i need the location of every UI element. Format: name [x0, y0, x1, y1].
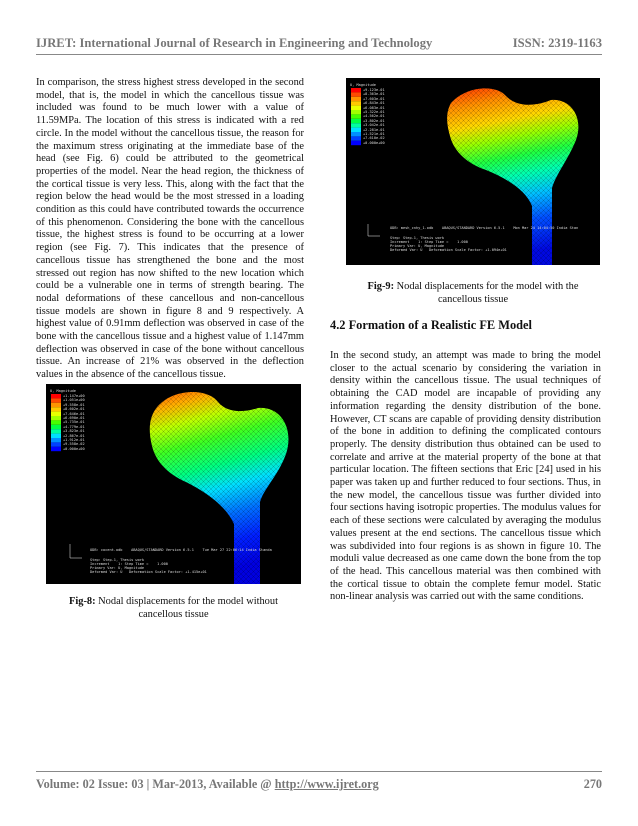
legend-value: +1.051e+00 [63, 398, 85, 403]
legend-value: +1.912e-01 [63, 438, 85, 443]
femur-mesh-9 [447, 88, 578, 265]
legend-swatch [351, 141, 361, 145]
legend-value: +9.558e-01 [63, 402, 85, 407]
legend-value: +7.610e-02 [363, 136, 385, 141]
figure-9-image [346, 78, 600, 265]
page-number: 270 [583, 777, 602, 791]
legend-swatch [51, 447, 61, 451]
legend-value: +4.779e-01 [63, 424, 85, 429]
legend-value: +3.823e-01 [63, 429, 85, 434]
legend-values-9 [363, 88, 385, 145]
journal-title: IJRET: International Journal of Research in Engineering and Technology [36, 36, 433, 50]
info-line-5-8: Deformed Var: U Deformation Scale Factor: +1.415e+01 [90, 570, 207, 574]
right-column [330, 350, 601, 604]
axis-triad-9 [368, 224, 380, 236]
legend-value: +9.558e-02 [63, 442, 85, 447]
info-line-1-9: ODB: mesh_cnhy_1.odb ABAQUS/STANDARD Version 6.5-1 Mon Mar 24 14:04:50 India Stan [390, 226, 579, 230]
figure-9-caption [346, 281, 600, 306]
footer-volume-text: Volume: 02 Issue: 03 | Mar-2013, Available @ [36, 777, 275, 791]
legend-value: +6.083e-01 [363, 105, 385, 110]
figure-8-image [46, 384, 301, 584]
legend-swatch [351, 88, 361, 92]
legend-value: +2.281e-01 [363, 127, 385, 132]
legend-title-9: U, Magnitude [350, 83, 376, 87]
footer-volume [36, 777, 379, 792]
legend-swatch [51, 416, 61, 420]
legend-swatch [51, 434, 61, 438]
info-line-3-8: Increment 1: Step Time = 1.000 [90, 562, 168, 566]
left-column [36, 77, 304, 382]
left-paragraph: In comparison, the stress highest stress developed in the second model, that is, the model in which the cancellous tissue was included was found to be much lower with a value of 11.59MPa. The location of this stress is indicated with a red circle. In the model without the cancellous tissue, the reason for the maximum stress originating at the immediate base of the head (see Fig. 6) could be attributed to the geometrical properties of the model. Near the head region, the thickness of the cortical tissue is very less. This, along with the fact that the region below the head would be the most stressed in a loading condition as this could have contributed towards the occurrence of this phenomenon. Considering the bone with the cancellous tissue, the highest stress is found to be occurring at a lower region (see Fig. 7). This indicates that the presence of cancellous tissue has strengthened the bone and the most stressed out region has now shifted to the new location which could be a vulnerable one in terms of strength bearing. The nodal deformations of these cancellous and non-cancellous tissue models are shown in figure 8 and 9 respectively. A highest value of 0.91mm deflection was observed in case of the bone with the cancellous tissue and a highest value of 1.147mm deflection was observed in case of the bone without cancellous tissue. An increase of 21% was observed in the deflection values in the absence of the cancellous tissue. [36, 77, 304, 381]
axis-triad-8 [70, 544, 82, 558]
legend-swatches-9 [351, 88, 361, 145]
legend-value: +1.147e+00 [63, 394, 85, 398]
legend-swatches-8 [51, 394, 61, 451]
legend-swatch [351, 136, 361, 140]
legend-swatch [51, 442, 61, 446]
legend-value: +0.000e+00 [363, 140, 385, 145]
page-footer [36, 771, 602, 794]
legend-values-8 [63, 394, 85, 451]
figure-8-caption [46, 596, 301, 621]
legend-swatch [351, 92, 361, 96]
legend-value: +3.042e-01 [363, 123, 385, 128]
legend-swatch [51, 412, 61, 416]
info-line-1-8: ODB: cocent.odb ABAQUS/STANDARD Version 6.5-1 Tue Mar 27 22:06:14 India Standa [90, 548, 272, 552]
info-line-5-9: Deformed Var: U Deformation Scale Factor: +1.094e+01 [390, 248, 507, 252]
legend-value: +6.843e-01 [363, 101, 385, 106]
legend-swatch [51, 394, 61, 398]
issn: ISSN: 2319-1163 [512, 36, 602, 50]
legend-value: +1.521e-01 [363, 132, 385, 137]
right-paragraph: In the second study, an attempt was made to bring the model closer to the actual scenario by considering the variation in density within the cancellous tissue. The usual techniques of obtaining the CAD model are incapable of providing any information regarding the density distribution of the bone. However, CT scans are capable of providing density distribution of the bone in addition to defining the complicated contours properly. The density distribution thus obtained can be used to correlate and arrive at the material property of the bone at that particular location. The fifteen sections that Eric [24] used in his paper was taken up and further reduced to four sections. Thus, in the new model, the cancellous tissue was further divided into four sections having isotropic properties. The modulus values for each of these sections were calculated by averaging the modulus values present at the end sections. The cancellous tissue which was subdivided into four regions is as shown in figure 10. The moduli value decreased as one came down the bone from the top of the head. This cancellous material was then combined with the cortical tissue to obtain the complete femur model. Static non-linear analysis was carried out with the same conditions. [330, 350, 601, 603]
legend-swatch [51, 398, 61, 402]
legend-value: +9.123e-01 [363, 88, 385, 92]
legend-swatch [351, 110, 361, 114]
footer-url-link[interactable]: http://www.ijret.org [274, 777, 379, 791]
legend-value: +2.867e-01 [63, 433, 85, 438]
legend-swatch [351, 101, 361, 105]
legend-swatch [351, 123, 361, 127]
info-line-3-9: Increment 1: Step Time = 1.000 [390, 240, 468, 244]
info-line-2-8: Step: Step-1, Thesis work [90, 558, 145, 562]
legend-swatch [51, 407, 61, 411]
legend-value: +5.322e-01 [363, 110, 385, 115]
legend-swatch [51, 429, 61, 433]
legend-swatch [351, 119, 361, 123]
femur-mesh-8 [150, 392, 289, 584]
legend-value: +0.000e+00 [63, 446, 85, 451]
section-heading: 4.2 Formation of a Realistic FE Model [330, 318, 533, 332]
legend-value: +3.802e-01 [363, 118, 385, 123]
figure-8-label: Fig-8: [69, 596, 96, 607]
legend-swatch [51, 420, 61, 424]
legend-swatch [51, 438, 61, 442]
legend-value: +7.603e-01 [363, 96, 385, 101]
figure-8-caption-text: Nodal displacements for the model without cancellous tissue [95, 596, 278, 620]
legend-value: +6.690e-01 [63, 416, 85, 421]
legend-value: +4.562e-01 [363, 114, 385, 119]
legend-swatch [51, 403, 61, 407]
legend-swatch [51, 425, 61, 429]
legend-swatch [351, 128, 361, 132]
figure-9-caption-text: Nodal displacements for the model with the cancellous tissue [394, 281, 579, 305]
legend-swatch [351, 132, 361, 136]
page-header [36, 34, 602, 55]
figure-9-label: Fig-9: [367, 281, 395, 292]
legend-swatch [351, 106, 361, 110]
legend-value: +8.602e-01 [63, 407, 85, 412]
legend-swatch [351, 97, 361, 101]
legend-swatch [351, 114, 361, 118]
legend-title-8: U, Magnitude [50, 389, 76, 393]
legend-value: +7.646e-01 [63, 411, 85, 416]
info-line-4-9: Primary Var: U, Magnitude [390, 244, 445, 248]
info-line-2-9: Step: Step-1, Thesis work [390, 236, 445, 240]
info-line-4-8: Primary Var: U, Magnitude [90, 566, 145, 570]
legend-value: +5.735e-01 [63, 420, 85, 425]
legend-value: +8.363e-01 [363, 92, 385, 97]
